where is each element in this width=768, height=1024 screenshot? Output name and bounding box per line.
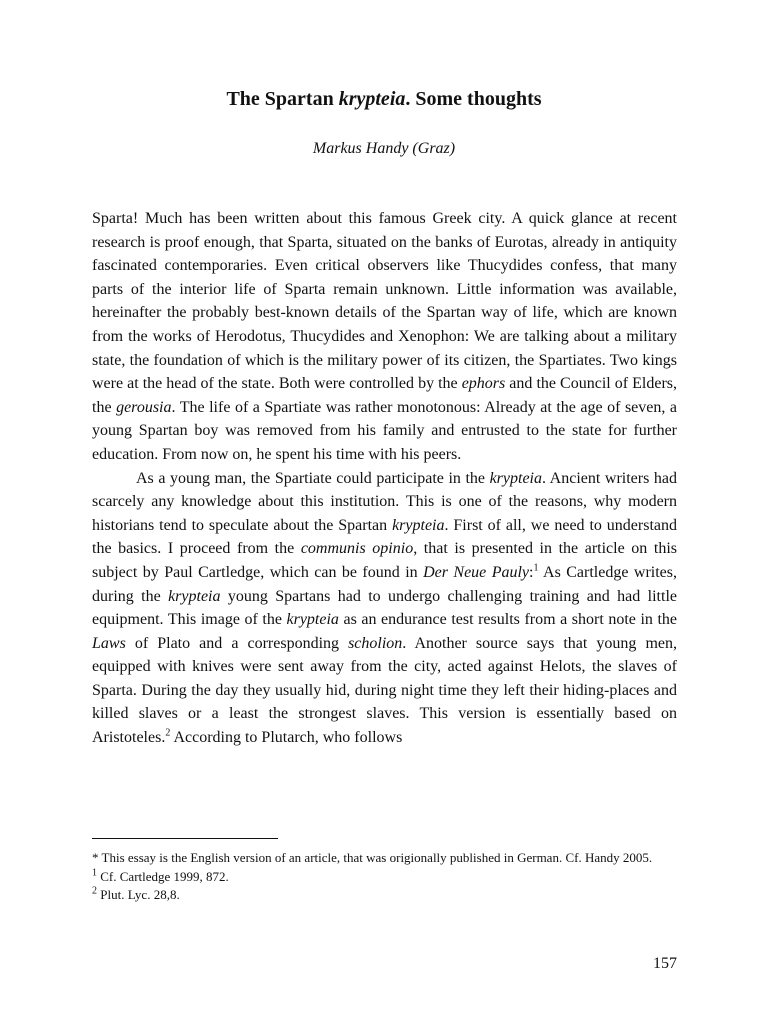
body-text (92, 207, 677, 750)
p2-text-4: , that is presented in the article on this subject by Paul Cartledge, which can be found in (92, 540, 677, 581)
p1-text-1: Sparta! Much has been written about this famous Greek city. A quick glance at recent research is proof enough, that Sparta, situated on the banks of Eurotas, already in antiquity fascinated contemporaries. Even critical observers like Thucydides confess, that many parts of the interior life of Sparta remain unknown. Little information was available, hereinafter the probably best-known details of the Spartan way of life, which are known from the works of Herodotus, Thucydides and Xenophon: We are talking about a military state, the foundation of which is the military power of its citizen, the Spartiates. Two kings were at the head of the state. Both were controlled by the (92, 210, 677, 393)
paragraph-1 (92, 207, 677, 467)
article-title (0, 86, 768, 112)
title-italic-term: krypteia (338, 88, 406, 110)
p2-italic-3: communis opinio (300, 540, 414, 558)
footnote-2-text: Plut. Lyc. 28,8. (97, 887, 180, 902)
footnote-2 (92, 886, 677, 905)
footnote-1 (92, 868, 677, 887)
paragraph-2 (92, 467, 677, 750)
footnote-1-mark: 1 (92, 867, 97, 879)
p2-text-3: . First of all, we need to understand the basics. I proceed from the (92, 516, 678, 558)
page-number: 157 (653, 955, 677, 972)
footnote-2-mark: 2 (92, 885, 97, 897)
p2-text-11: According to Plutarch, who follows (170, 729, 403, 747)
p2-text-8: as an endurance test results from a short note in the (338, 611, 677, 629)
p2-italic-8: scholion (348, 634, 403, 652)
p2-text-6: As Cartledge writes, during the (92, 563, 677, 605)
p1-text-2: and the Council of Elders, the (92, 375, 677, 416)
title-text-start: The Spartan (226, 88, 339, 110)
p2-text-5: : (529, 563, 534, 581)
footnote-1-text: Cf. Cartledge 1999, 872. (97, 868, 229, 884)
p2-italic-6: krypteia (286, 611, 339, 629)
p2-text-1: As a young man, the Spartiate could participate in the (136, 469, 490, 487)
p2-text-7: young Spartans had to undergo challenging training and had little equipment. This image of the (92, 587, 677, 629)
p1-italic-ephors: ephors (461, 375, 506, 393)
p2-italic-2: krypteia (392, 516, 445, 534)
p2-italic-1: krypteia (489, 469, 542, 487)
p2-italic-5: krypteia (168, 587, 221, 605)
p1-text-3: . The life of a Spartiate was rather monotonous: Already at the age of seven, a young Spartan boy was removed from his family and entrusted to the state for further education. From now on, he spent his time with his peers. (92, 398, 678, 463)
p2-text-10: . Another source says that young men, equipped with knives were sent away from the city, acted against Helots, the slaves of Sparta. During the day they usually hid, during night time they left their hiding-places and killed slaves or a least the strongest slaves. This version is essentially based on Aristoteles. (92, 634, 677, 747)
p2-italic-7: Laws (92, 634, 126, 652)
title-text-end: . Some thoughts (405, 88, 542, 110)
p2-text-2: . Ancient writers had scarcely any knowledge about this institution. This is one of the reasons, why modern historians tend to speculate about the Spartan (92, 469, 677, 534)
author-line: Markus Handy (Graz) (312, 140, 456, 157)
footnote-separator (92, 838, 278, 839)
p2-text-9: of Plato and a corresponding (125, 634, 349, 652)
p2-italic-4: Der Neue Pauly (423, 563, 530, 581)
footnote-star: * This essay is the English version of an article, that was origionally published in German. Cf. Handy 2005. (92, 850, 653, 865)
footnotes (92, 849, 677, 905)
footnote-ref-1: 1 (533, 562, 539, 574)
footnote-ref-2: 2 (165, 727, 171, 739)
p1-italic-gerousia: gerousia (116, 398, 172, 416)
